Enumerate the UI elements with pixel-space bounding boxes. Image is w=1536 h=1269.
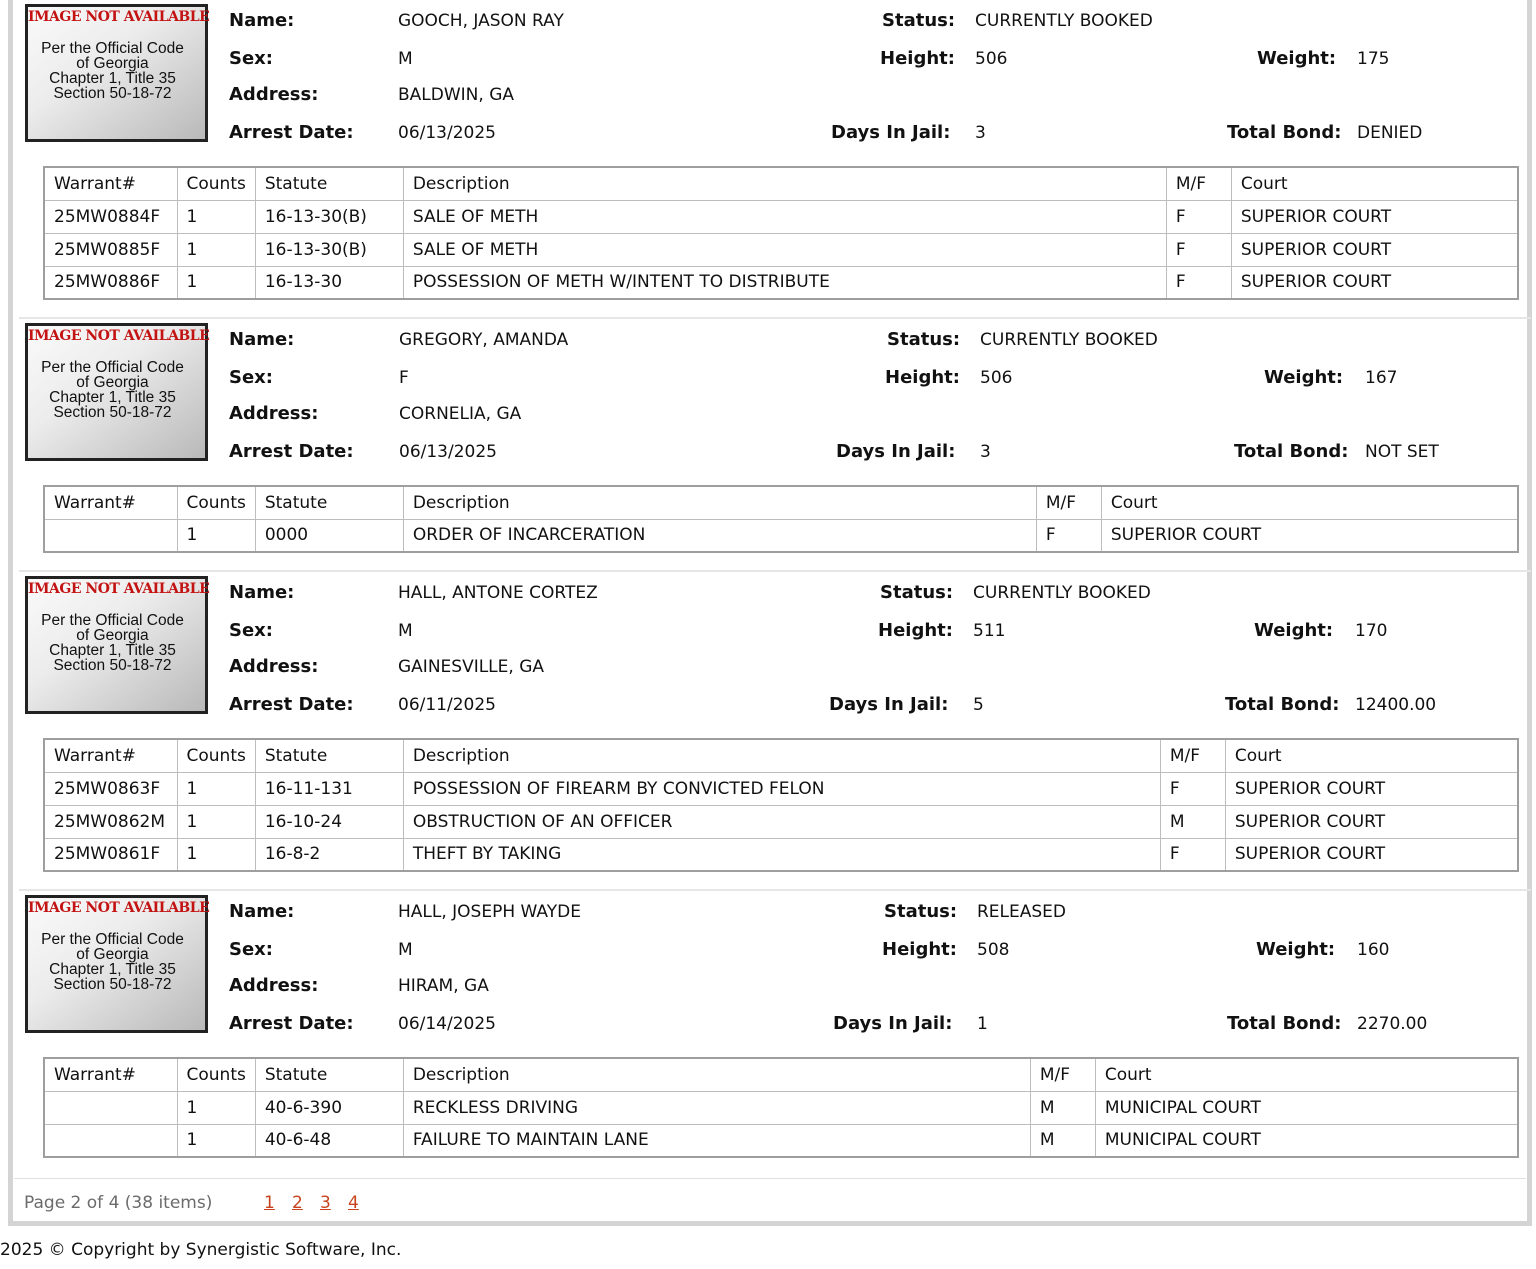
description-cell: SALE OF METH	[403, 200, 1166, 233]
name-label: Name:	[229, 10, 295, 31]
height-label: Height:	[885, 367, 960, 388]
sex-value: M	[398, 621, 413, 641]
days-in-jail-value: 3	[980, 442, 991, 462]
address-value: BALDWIN, GA	[398, 85, 515, 105]
court-cell: SUPERIOR COURT	[1231, 266, 1518, 299]
col-statute: Statute	[255, 739, 403, 772]
col-counts: Counts	[177, 739, 255, 772]
total-bond-value: DENIED	[1357, 123, 1423, 143]
inmate-record	[19, 319, 1531, 569]
col-statute: Statute	[255, 167, 403, 200]
court-cell: MUNICIPAL COURT	[1095, 1091, 1518, 1124]
arrest-date-label: Arrest Date:	[229, 1013, 354, 1034]
charges-table	[43, 738, 1519, 872]
status-label: Status:	[884, 901, 958, 922]
total-bond-value: 2270.00	[1357, 1014, 1428, 1034]
georgia-code-notice: Per the Official Code of Georgia Chapter 1, Title 35 Section 50-18-72	[41, 359, 184, 421]
weight-label: Weight:	[1264, 367, 1344, 388]
name-value: GOOCH, JASON RAY	[398, 11, 564, 31]
mf-cell: F	[1160, 772, 1225, 805]
days-in-jail-value: 1	[977, 1014, 988, 1034]
counts-cell: 1	[177, 519, 255, 552]
address-value: HIRAM, GA	[398, 976, 489, 996]
total-bond-value: NOT SET	[1365, 442, 1439, 462]
days-in-jail-value: 3	[975, 123, 986, 143]
court-cell: SUPERIOR COURT	[1101, 519, 1518, 552]
col-description: Description	[403, 486, 1036, 519]
mf-cell: F	[1166, 200, 1231, 233]
description-cell: RECKLESS DRIVING	[403, 1091, 1030, 1124]
description-cell: ORDER OF INCARCERATION	[403, 519, 1036, 552]
court-cell: MUNICIPAL COURT	[1095, 1124, 1518, 1157]
statute-cell: 16-13-30(B)	[255, 200, 403, 233]
col-court: Court	[1095, 1058, 1518, 1091]
height-value: 511	[973, 621, 1006, 641]
status-value: RELEASED	[977, 902, 1067, 922]
address-label: Address:	[229, 84, 319, 105]
table-row	[44, 805, 1518, 838]
georgia-code-notice: Per the Official Code of Georgia Chapter 1, Title 35 Section 50-18-72	[41, 40, 184, 102]
weight-label: Weight:	[1256, 939, 1336, 960]
statute-cell: 16-11-131	[255, 772, 403, 805]
image-not-available-text: IMAGE NOT AVAILABLE	[28, 900, 210, 916]
status-value: CURRENTLY BOOKED	[975, 11, 1153, 31]
mf-cell: F	[1166, 266, 1231, 299]
name-label: Name:	[229, 901, 295, 922]
counts-cell: 1	[177, 233, 255, 266]
address-value: CORNELIA, GA	[399, 404, 522, 424]
description-cell: SALE OF METH	[403, 233, 1166, 266]
col-court: Court	[1225, 739, 1518, 772]
days-in-jail-label: Days In Jail:	[836, 441, 956, 462]
total-bond-label: Total Bond:	[1225, 694, 1340, 715]
col-statute: Statute	[255, 1058, 403, 1091]
height-label: Height:	[878, 620, 953, 641]
col-mf: M/F	[1030, 1058, 1095, 1091]
height-value: 506	[975, 49, 1008, 69]
sex-label: Sex:	[229, 48, 273, 69]
page-link-2[interactable]: 2	[292, 1193, 303, 1213]
weight-label: Weight:	[1254, 620, 1334, 641]
description-cell: POSSESSION OF FIREARM BY CONVICTED FELON	[403, 772, 1160, 805]
total-bond-label: Total Bond:	[1227, 122, 1342, 143]
height-label: Height:	[882, 939, 957, 960]
counts-cell: 1	[177, 1124, 255, 1157]
warrant-cell: 25MW0885F	[44, 233, 177, 266]
weight-value: 160	[1357, 940, 1390, 960]
statute-cell: 16-13-30(B)	[255, 233, 403, 266]
mf-cell: F	[1166, 233, 1231, 266]
counts-cell: 1	[177, 838, 255, 871]
col-mf: M/F	[1160, 739, 1225, 772]
warrant-cell: 25MW0884F	[44, 200, 177, 233]
total-bond-label: Total Bond:	[1227, 1013, 1342, 1034]
description-cell: FAILURE TO MAINTAIN LANE	[403, 1124, 1030, 1157]
warrant-cell: 25MW0861F	[44, 838, 177, 871]
charges-table	[43, 1057, 1519, 1158]
counts-cell: 1	[177, 200, 255, 233]
col-statute: Statute	[255, 486, 403, 519]
description-cell: OBSTRUCTION OF AN OFFICER	[403, 805, 1160, 838]
inmate-record	[19, 0, 1531, 316]
table-row	[44, 200, 1518, 233]
sex-value: F	[399, 368, 409, 388]
image-not-available-text: IMAGE NOT AVAILABLE	[28, 581, 210, 597]
page-link-1[interactable]: 1	[264, 1193, 275, 1213]
status-label: Status:	[887, 329, 961, 350]
pager-summary: Page 2 of 4 (38 items)	[24, 1193, 213, 1213]
mugshot-placeholder	[25, 4, 208, 142]
statute-cell: 16-10-24	[255, 805, 403, 838]
col-warrant: Warrant#	[44, 739, 177, 772]
mf-cell: M	[1160, 805, 1225, 838]
days-in-jail-value: 5	[973, 695, 984, 715]
charges-table	[43, 485, 1519, 553]
name-value: HALL, JOSEPH WAYDE	[398, 902, 581, 922]
statute-cell: 16-8-2	[255, 838, 403, 871]
name-label: Name:	[229, 582, 295, 603]
table-row	[44, 838, 1518, 871]
charges-header-row	[44, 1058, 1518, 1091]
arrest-date-value: 06/13/2025	[398, 123, 496, 143]
description-cell: POSSESSION OF METH W/INTENT TO DISTRIBUTE	[403, 266, 1166, 299]
arrest-date-label: Arrest Date:	[229, 441, 354, 462]
charges-header-row	[44, 486, 1518, 519]
arrest-date-value: 06/13/2025	[399, 442, 497, 462]
address-label: Address:	[229, 656, 319, 677]
col-description: Description	[403, 1058, 1030, 1091]
name-label: Name:	[229, 329, 295, 350]
mf-cell: M	[1030, 1124, 1095, 1157]
mf-cell: F	[1160, 838, 1225, 871]
georgia-code-notice: Per the Official Code of Georgia Chapter 1, Title 35 Section 50-18-72	[41, 931, 184, 993]
col-counts: Counts	[177, 1058, 255, 1091]
sex-value: M	[398, 940, 413, 960]
col-counts: Counts	[177, 486, 255, 519]
weight-value: 175	[1357, 49, 1390, 69]
statute-cell: 0000	[255, 519, 403, 552]
height-value: 508	[977, 940, 1010, 960]
mugshot-placeholder	[25, 323, 208, 461]
col-court: Court	[1101, 486, 1518, 519]
days-in-jail-label: Days In Jail:	[831, 122, 951, 143]
mf-cell: M	[1030, 1091, 1095, 1124]
warrant-cell: 25MW0862M	[44, 805, 177, 838]
court-cell: SUPERIOR COURT	[1225, 772, 1518, 805]
inmate-record	[19, 891, 1531, 1176]
days-in-jail-label: Days In Jail:	[829, 694, 949, 715]
address-value: GAINESVILLE, GA	[398, 657, 545, 677]
copyright-footer: 2025 © Copyright by Synergistic Software, Inc.	[0, 1240, 402, 1260]
status-label: Status:	[880, 582, 954, 603]
counts-cell: 1	[177, 772, 255, 805]
table-row	[44, 1124, 1518, 1157]
total-bond-label: Total Bond:	[1234, 441, 1349, 462]
col-mf: M/F	[1166, 167, 1231, 200]
status-value: CURRENTLY BOOKED	[980, 330, 1158, 350]
arrest-date-label: Arrest Date:	[229, 122, 354, 143]
description-cell: THEFT BY TAKING	[403, 838, 1160, 871]
col-warrant: Warrant#	[44, 486, 177, 519]
warrant-cell	[44, 1124, 177, 1157]
arrest-date-label: Arrest Date:	[229, 694, 354, 715]
court-cell: SUPERIOR COURT	[1231, 200, 1518, 233]
charges-header-row	[44, 167, 1518, 200]
status-value: CURRENTLY BOOKED	[973, 583, 1151, 603]
col-description: Description	[403, 739, 1160, 772]
page-link-4[interactable]: 4	[348, 1193, 359, 1213]
statute-cell: 40-6-48	[255, 1124, 403, 1157]
warrant-cell	[44, 1091, 177, 1124]
col-court: Court	[1231, 167, 1518, 200]
height-label: Height:	[880, 48, 955, 69]
statute-cell: 40-6-390	[255, 1091, 403, 1124]
image-not-available-text: IMAGE NOT AVAILABLE	[28, 328, 210, 344]
warrant-cell: 25MW0863F	[44, 772, 177, 805]
weight-label: Weight:	[1257, 48, 1337, 69]
counts-cell: 1	[177, 805, 255, 838]
mugshot-placeholder	[25, 576, 208, 714]
name-value: HALL, ANTONE CORTEZ	[398, 583, 598, 603]
pager-divider	[14, 1178, 1526, 1179]
sex-label: Sex:	[229, 939, 273, 960]
counts-cell: 1	[177, 266, 255, 299]
warrant-cell	[44, 519, 177, 552]
sex-label: Sex:	[229, 620, 273, 641]
warrant-cell: 25MW0886F	[44, 266, 177, 299]
arrest-date-value: 06/11/2025	[398, 695, 496, 715]
table-row	[44, 233, 1518, 266]
counts-cell: 1	[177, 1091, 255, 1124]
inmate-record	[19, 572, 1531, 888]
court-cell: SUPERIOR COURT	[1231, 233, 1518, 266]
results-frame	[8, 0, 1532, 1226]
table-row	[44, 772, 1518, 805]
address-label: Address:	[229, 403, 319, 424]
sex-label: Sex:	[229, 367, 273, 388]
status-label: Status:	[882, 10, 956, 31]
court-cell: SUPERIOR COURT	[1225, 838, 1518, 871]
mf-cell: F	[1036, 519, 1101, 552]
mugshot-placeholder	[25, 895, 208, 1033]
table-row	[44, 1091, 1518, 1124]
table-row	[44, 266, 1518, 299]
address-label: Address:	[229, 975, 319, 996]
col-counts: Counts	[177, 167, 255, 200]
statute-cell: 16-13-30	[255, 266, 403, 299]
georgia-code-notice: Per the Official Code of Georgia Chapter 1, Title 35 Section 50-18-72	[41, 612, 184, 674]
arrest-date-value: 06/14/2025	[398, 1014, 496, 1034]
col-warrant: Warrant#	[44, 167, 177, 200]
col-description: Description	[403, 167, 1166, 200]
weight-value: 167	[1365, 368, 1398, 388]
col-warrant: Warrant#	[44, 1058, 177, 1091]
image-not-available-text: IMAGE NOT AVAILABLE	[28, 9, 210, 25]
days-in-jail-label: Days In Jail:	[833, 1013, 953, 1034]
name-value: GREGORY, AMANDA	[399, 330, 569, 350]
table-row	[44, 519, 1518, 552]
charges-table	[43, 166, 1519, 300]
col-mf: M/F	[1036, 486, 1101, 519]
court-cell: SUPERIOR COURT	[1225, 805, 1518, 838]
charges-header-row	[44, 739, 1518, 772]
height-value: 506	[980, 368, 1013, 388]
total-bond-value: 12400.00	[1355, 695, 1437, 715]
page-link-3[interactable]: 3	[320, 1193, 331, 1213]
weight-value: 170	[1355, 621, 1388, 641]
sex-value: M	[398, 49, 413, 69]
